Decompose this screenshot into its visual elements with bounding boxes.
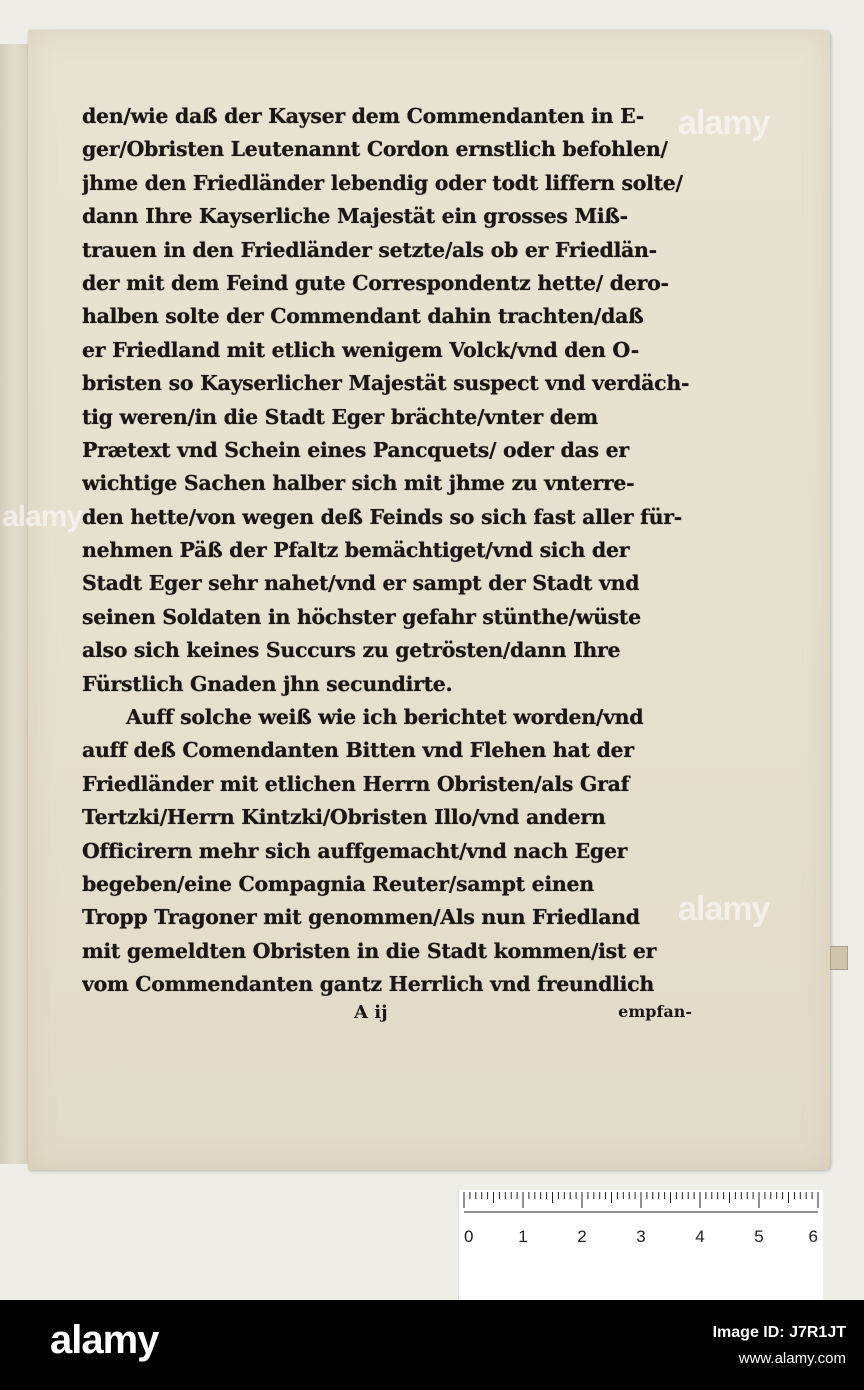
text-line: den hette/von wegen deß Feinds so sich fast aller für-	[82, 504, 682, 529]
ruler-label: 0	[464, 1227, 474, 1246]
site-url: www.alamy.com	[738, 1350, 846, 1367]
ruler-label: 4	[695, 1227, 705, 1246]
image-meta	[713, 1324, 846, 1367]
previous-page-edge	[0, 44, 29, 1164]
measurement-ruler	[458, 1190, 823, 1300]
text-line: er Friedland mit etlich wenigem Volck/vnd den O-	[82, 337, 639, 362]
text-line: halben solte der Commendant dahin trachten/daß	[82, 304, 644, 329]
ruler-scale	[459, 1190, 823, 1300]
text-line: ger/Obristen Leutenannt Cordon ernstlich befohlen/	[82, 137, 668, 162]
text-line: Stadt Eger sehr nahet/vnd er sampt der Stadt vnd	[82, 571, 640, 596]
ruler-label: 3	[636, 1227, 646, 1246]
text-line: vom Commendanten gantz Herrlich vnd freundlich	[82, 972, 654, 997]
stock-photo-banner	[0, 1300, 864, 1390]
text-line: Auff solche weiß wie ich berichtet worden/vnd	[126, 705, 644, 730]
text-line: den/wie daß der Kayser dem Commendanten in E-	[82, 104, 645, 128]
watermark: alamy	[678, 104, 770, 142]
text-line: dann Ihre Kayserliche Majestät ein grosses Miß-	[82, 204, 628, 229]
ruler-label: 2	[577, 1227, 587, 1246]
text-line: seinen Soldaten in höchster gefahr stünthe/wüste	[82, 604, 641, 629]
text-line: auff deß Comendanten Bitten vnd Flehen hat der	[82, 738, 634, 763]
page-footer	[82, 1000, 692, 1028]
text-line: mit gemeldten Obristen in die Stadt kommen/ist er	[82, 938, 657, 963]
text-line: also sich keines Succurs zu getrösten/dann Ihre	[82, 638, 621, 663]
text-line: Friedländer mit etlichen Herrn Obristen/als Graf	[82, 771, 630, 796]
text-line: Tropp Tragoner mit genommen/Als nun Friedland	[82, 905, 640, 930]
watermark: alamy	[2, 500, 83, 533]
text-line: Tertzki/Herrn Kintzki/Obristen Illo/vnd andern	[82, 805, 606, 830]
alamy-logo: alamy	[50, 1318, 159, 1362]
text-line: jhme den Friedländer lebendig oder todt liffern solte/	[82, 170, 683, 195]
page-tab-marker	[830, 946, 848, 970]
text-line: nehmen Päß der Pfaltz bemächtiget/vnd sich der	[82, 538, 630, 563]
signature-mark: A ij	[354, 1002, 388, 1023]
text-line: tig weren/in die Stadt Eger brächte/vnter dem	[82, 404, 598, 429]
ruler-label: 6	[808, 1227, 818, 1246]
text-line: bristen so Kayserlicher Majestät suspect vnd verdäch-	[82, 371, 690, 396]
text-line: der mit dem Feind gute Correspondentz hette/ dero-	[82, 270, 669, 295]
watermark: alamy	[678, 890, 770, 928]
text-line: begeben/eine Compagnia Reuter/sampt einen	[82, 871, 594, 896]
catchword: empfan-	[618, 1002, 692, 1021]
image-id: Image ID: J7R1JT	[712, 1324, 846, 1341]
text-line: Prætext vnd Schein eines Pancquets/ oder das er	[82, 437, 629, 462]
text-line: wichtige Sachen halber sich mit jhme zu vnterre-	[82, 471, 635, 496]
text-line: Officirern mehr sich auffgemacht/vnd nach Eger	[82, 838, 628, 863]
text-line: Fürstlich Gnaden jhn secundirte.	[82, 671, 453, 696]
ruler-label: 5	[754, 1227, 764, 1246]
ruler-label: 1	[518, 1227, 528, 1246]
page-text	[82, 100, 692, 1002]
text-line: trauen in den Friedländer setzte/als ob er Friedlän-	[82, 237, 657, 262]
